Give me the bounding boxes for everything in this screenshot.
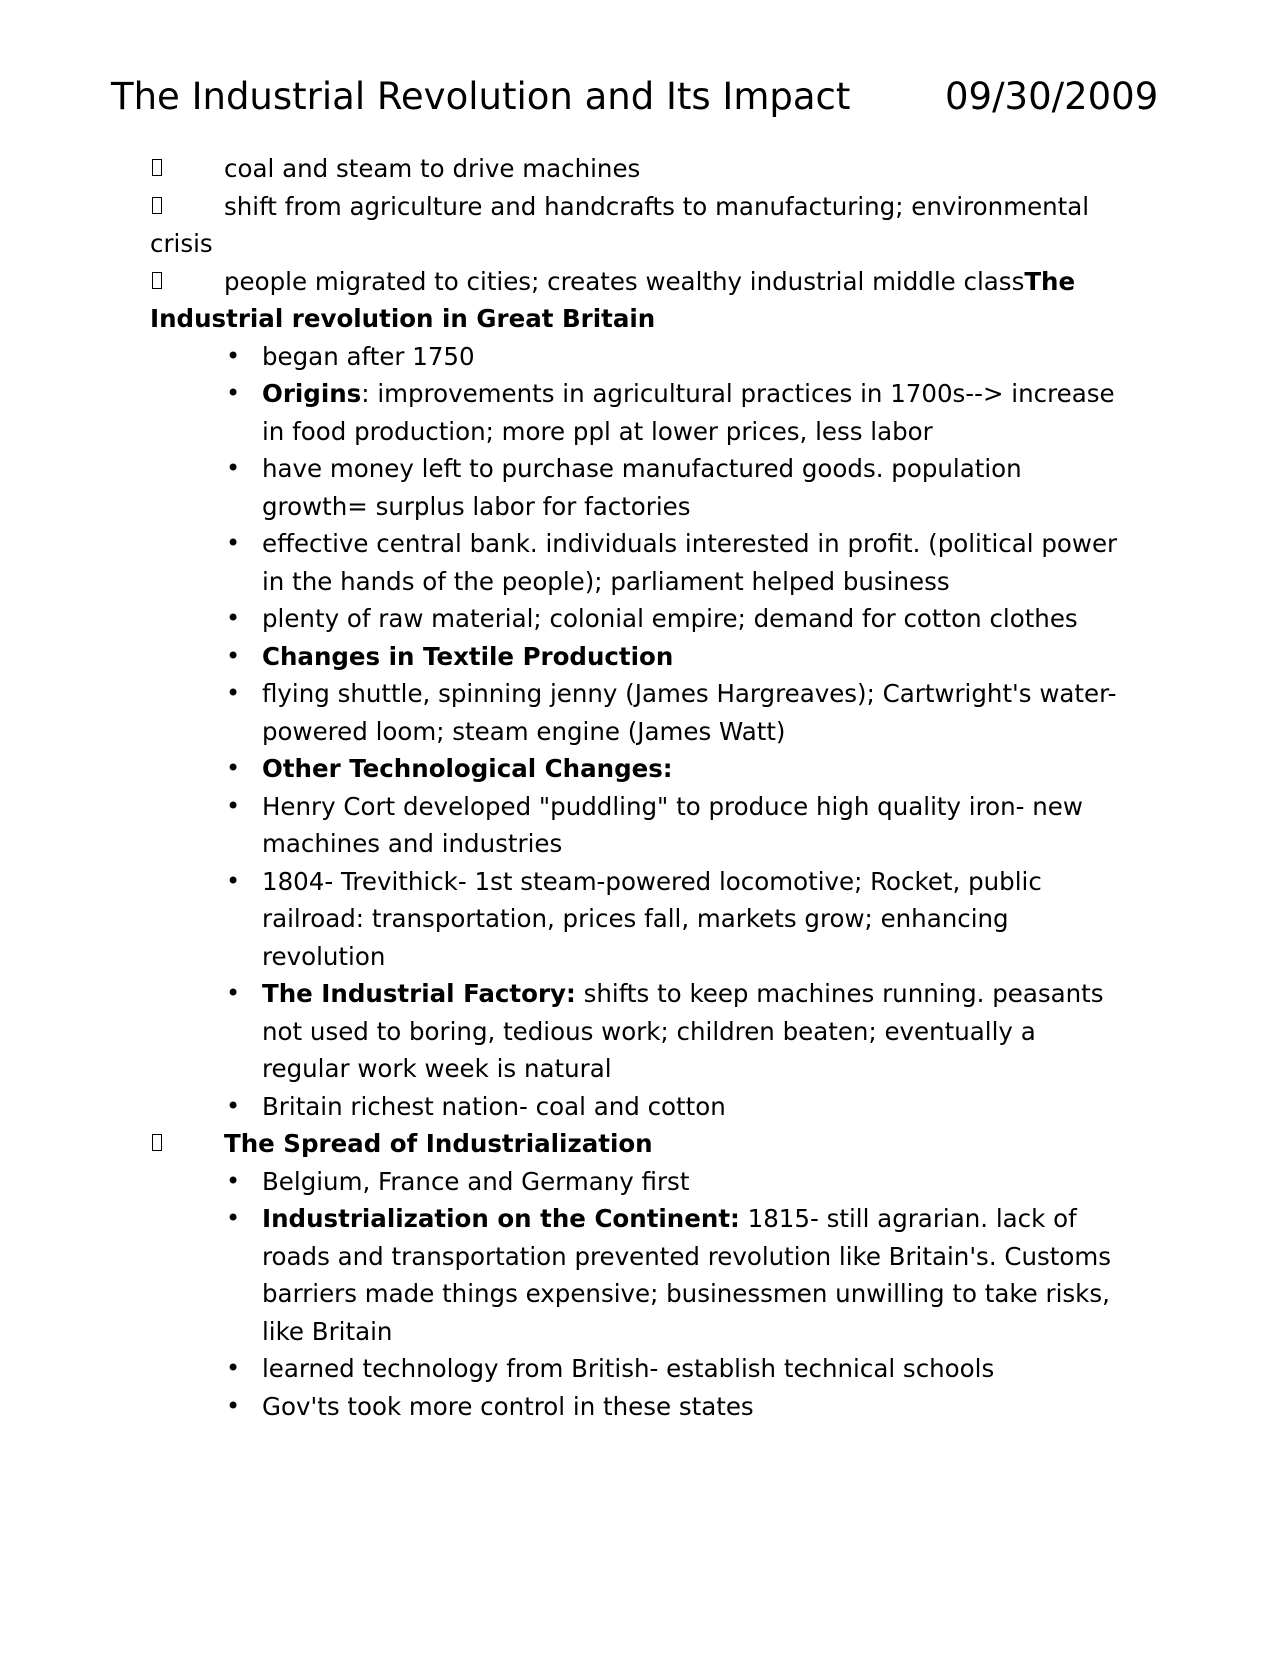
bullet-icon: • [226,379,241,407]
list-item: • 1804- Trevithick- 1st steam-powered locomotive; Rocket, public railroad: transportation, prices fall, markets grow; enhancing revolution [262,863,1130,976]
bullet-icon: • [226,979,241,1007]
britain-bullet-list [150,338,1130,1126]
bullet-icon: • [226,1166,241,1195]
bullet-icon: • [226,1391,241,1420]
list-item: • began after 1750 [262,338,1130,376]
missing-glyph-icon [150,188,224,226]
missing-glyph-icon [150,263,224,301]
bullet-icon: • [226,791,241,820]
bullet-icon: • [226,529,241,557]
bullet-icon: • [226,754,241,782]
list-item: • Industrialization on the Continent: 1815- still agrarian. lack of roads and transportation prevented revolution like Britain's. Customs barriers made things expensive; businessmen unwilling to take risks, like Britain [262,1200,1130,1350]
section-heading-britain: The Industrial revolution in Great Britain [150,266,1076,333]
bullet-icon: • [226,1091,241,1120]
bullet-icon: • [226,679,241,707]
page-date: 09/30/2009 [945,75,1159,118]
header [111,72,1171,122]
section-heading-spread: The Spread of Industrialization [224,1129,653,1158]
symbol-item: coal and steam to drive machines [150,150,1130,188]
list-item: • flying shuttle, spinning jenny (James Hargreaves); Cartwright's water-powered loom; steam engine (James Watt) [262,675,1130,750]
list-item: • Changes in Textile Production [262,638,1130,676]
list-item: • Henry Cort developed "puddling" to produce high quality iron- new machines and industries [262,788,1130,863]
list-item: • plenty of raw material; colonial empire; demand for cotton clothes [262,600,1130,638]
symbol-item: shift from agriculture and handcrafts to manufacturing; environmental crisis [150,188,1130,263]
list-item: • Other Technological Changes: [262,750,1130,788]
notes-body [150,150,1130,1425]
bullet-icon: • [226,866,241,895]
list-item: • learned technology from British- establish technical schools [262,1350,1130,1388]
symbol-item: people migrated to cities; creates wealthy industrial middle classThe Industrial revolution in Great Britain [150,263,1130,338]
list-item: • have money left to purchase manufactured goods. population growth= surplus labor for factories [262,450,1130,525]
missing-glyph-icon [150,150,224,188]
bullet-icon: • [226,641,241,670]
missing-glyph-icon [150,1125,224,1163]
list-item: • Gov'ts took more control in these states [262,1388,1130,1426]
list-item: • Britain richest nation- coal and cotton [262,1088,1130,1126]
page-title: The Industrial Revolution and Its Impact [111,75,851,118]
spread-bullet-list [150,1163,1130,1426]
bullet-icon: • [226,454,241,482]
list-item: • effective central bank. individuals interested in profit. (political power in the hands of the people); parliament helped business [262,525,1130,600]
bullet-icon: • [226,604,241,632]
bullet-icon: • [226,1204,241,1232]
list-item: • The Industrial Factory: shifts to keep machines running. peasants not used to boring, tedious work; children beaten; eventually a regular work week is natural [262,975,1130,1088]
bullet-icon: • [226,1354,241,1382]
list-item: • Origins: improvements in agricultural practices in 1700s--> increase in food production; more ppl at lower prices, less labor [262,375,1130,450]
list-item: • Belgium, France and Germany first [262,1163,1130,1201]
bullet-icon: • [226,341,241,370]
symbol-item [150,1125,1130,1163]
